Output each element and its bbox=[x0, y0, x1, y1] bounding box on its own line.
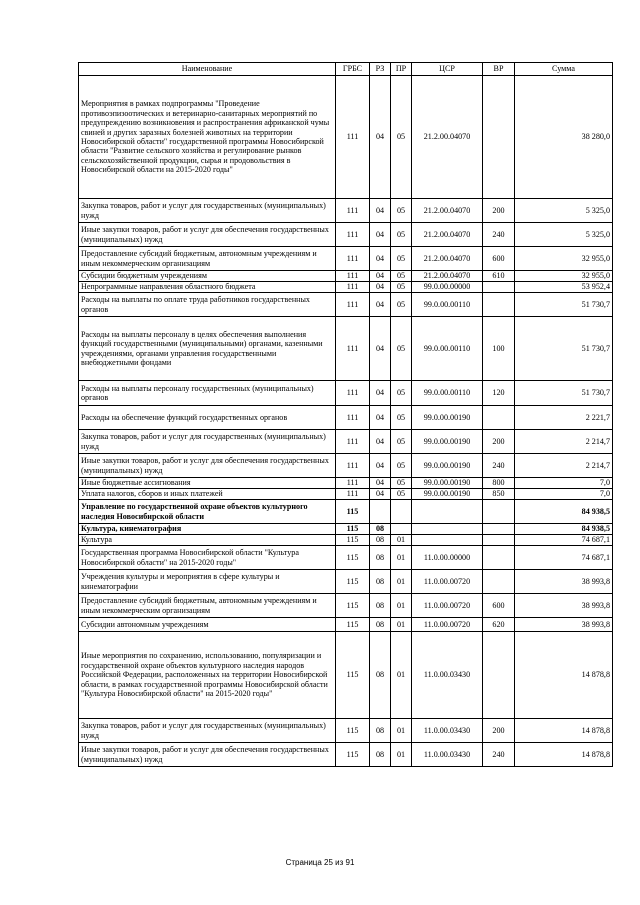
cell-name: Закупка товаров, работ и услуг для государственных (муниципальных) нужд bbox=[79, 430, 336, 454]
cell-grbs: 115 bbox=[336, 500, 370, 524]
cell-grbs: 111 bbox=[336, 247, 370, 271]
cell-rz: 08 bbox=[370, 743, 391, 767]
table-row bbox=[79, 293, 613, 317]
cell-grbs: 115 bbox=[336, 524, 370, 535]
cell-sum: 5 325,0 bbox=[515, 199, 613, 223]
cell-vr: 800 bbox=[483, 478, 515, 489]
cell-pr: 05 bbox=[391, 454, 412, 478]
cell-name: Управление по государственной охране объектов культурного наследия Новосибирской области bbox=[79, 500, 336, 524]
table-header-row bbox=[79, 63, 613, 76]
cell-grbs: 111 bbox=[336, 454, 370, 478]
cell-vr bbox=[483, 524, 515, 535]
cell-vr bbox=[483, 570, 515, 594]
cell-rz: 08 bbox=[370, 632, 391, 719]
cell-pr: 01 bbox=[391, 719, 412, 743]
cell-sum: 74 687,1 bbox=[515, 535, 613, 546]
table-row bbox=[79, 489, 613, 500]
cell-csr: 11.0.00.00720 bbox=[412, 618, 483, 632]
cell-pr: 05 bbox=[391, 247, 412, 271]
cell-grbs: 111 bbox=[336, 478, 370, 489]
cell-name: Культура bbox=[79, 535, 336, 546]
cell-vr: 600 bbox=[483, 594, 515, 618]
table-row bbox=[79, 524, 613, 535]
cell-pr: 01 bbox=[391, 743, 412, 767]
cell-vr: 240 bbox=[483, 454, 515, 478]
cell-vr: 200 bbox=[483, 430, 515, 454]
cell-sum: 51 730,7 bbox=[515, 293, 613, 317]
cell-rz: 08 bbox=[370, 524, 391, 535]
cell-pr bbox=[391, 500, 412, 524]
cell-sum: 38 280,0 bbox=[515, 76, 613, 199]
cell-name: Иные мероприятия по сохранению, использованию, популяризации и государственной охране объектов культурного наследия народов Российской Федерации, расположенных на территории Новосибирской области, в рамках государственной программы Новосибирской области "Культура Новосибирской области" на 2015-2020 годы" bbox=[79, 632, 336, 719]
cell-pr: 05 bbox=[391, 489, 412, 500]
header-vr: ВР bbox=[483, 63, 515, 76]
cell-csr: 11.0.00.03430 bbox=[412, 632, 483, 719]
cell-csr: 99.0.00.00000 bbox=[412, 282, 483, 293]
cell-sum: 14 878,8 bbox=[515, 632, 613, 719]
cell-sum: 38 993,8 bbox=[515, 618, 613, 632]
cell-grbs: 111 bbox=[336, 282, 370, 293]
cell-sum: 84 938,5 bbox=[515, 524, 613, 535]
cell-pr: 01 bbox=[391, 570, 412, 594]
table-row bbox=[79, 632, 613, 719]
table-row bbox=[79, 199, 613, 223]
cell-pr: 05 bbox=[391, 223, 412, 247]
cell-csr: 21.2.00.04070 bbox=[412, 199, 483, 223]
cell-grbs: 115 bbox=[336, 632, 370, 719]
cell-name: Субсидии автономным учреждениям bbox=[79, 618, 336, 632]
page-number: Страница 25 из 91 bbox=[285, 858, 355, 867]
cell-rz: 04 bbox=[370, 406, 391, 430]
cell-pr: 05 bbox=[391, 271, 412, 282]
cell-vr: 120 bbox=[483, 381, 515, 406]
cell-grbs: 115 bbox=[336, 743, 370, 767]
cell-pr: 05 bbox=[391, 381, 412, 406]
cell-rz: 04 bbox=[370, 454, 391, 478]
cell-sum: 53 952,4 bbox=[515, 282, 613, 293]
cell-sum: 14 878,8 bbox=[515, 743, 613, 767]
cell-grbs: 115 bbox=[336, 535, 370, 546]
cell-name: Уплата налогов, сборов и иных платежей bbox=[79, 489, 336, 500]
cell-grbs: 111 bbox=[336, 381, 370, 406]
cell-csr: 99.0.00.00190 bbox=[412, 489, 483, 500]
cell-grbs: 111 bbox=[336, 271, 370, 282]
cell-csr: 99.0.00.00190 bbox=[412, 454, 483, 478]
cell-vr bbox=[483, 406, 515, 430]
cell-name: Учреждения культуры и мероприятия в сфере культуры и кинематографии bbox=[79, 570, 336, 594]
cell-name: Расходы на выплаты персоналу государственных (муниципальных) органов bbox=[79, 381, 336, 406]
cell-csr: 11.0.00.00720 bbox=[412, 594, 483, 618]
cell-csr: 21.2.00.04070 bbox=[412, 271, 483, 282]
cell-csr: 11.0.00.03430 bbox=[412, 743, 483, 767]
cell-grbs: 115 bbox=[336, 618, 370, 632]
cell-name: Закупка товаров, работ и услуг для государственных (муниципальных) нужд bbox=[79, 719, 336, 743]
cell-pr: 05 bbox=[391, 293, 412, 317]
header-pr: ПР bbox=[391, 63, 412, 76]
cell-rz: 04 bbox=[370, 478, 391, 489]
cell-sum: 74 687,1 bbox=[515, 546, 613, 570]
cell-name: Расходы на выплаты персоналу в целях обеспечения выполнения функций государственными (муниципальными) органами, казенными учреждениями, органами управления государственными внебюджетными фондами bbox=[79, 317, 336, 381]
cell-vr: 100 bbox=[483, 317, 515, 381]
cell-name: Расходы на выплаты по оплате труда работников государственных органов bbox=[79, 293, 336, 317]
cell-sum: 7,0 bbox=[515, 478, 613, 489]
cell-rz: 04 bbox=[370, 430, 391, 454]
cell-sum: 32 955,0 bbox=[515, 271, 613, 282]
cell-grbs: 115 bbox=[336, 594, 370, 618]
table-row bbox=[79, 618, 613, 632]
header-grbs: ГРБС bbox=[336, 63, 370, 76]
header-name: Наименование bbox=[79, 63, 336, 76]
cell-name: Предоставление субсидий бюджетным, автономным учреждениям и иным некоммерческим организациям bbox=[79, 247, 336, 271]
cell-grbs: 111 bbox=[336, 406, 370, 430]
table-row bbox=[79, 719, 613, 743]
cell-rz: 04 bbox=[370, 489, 391, 500]
table-row bbox=[79, 570, 613, 594]
cell-sum: 2 214,7 bbox=[515, 454, 613, 478]
header-sum: Сумма bbox=[515, 63, 613, 76]
cell-name: Культура, кинематография bbox=[79, 524, 336, 535]
cell-rz: 04 bbox=[370, 247, 391, 271]
cell-pr: 05 bbox=[391, 282, 412, 293]
cell-vr: 620 bbox=[483, 618, 515, 632]
cell-name: Закупка товаров, работ и услуг для государственных (муниципальных) нужд bbox=[79, 199, 336, 223]
table-row bbox=[79, 381, 613, 406]
cell-vr bbox=[483, 632, 515, 719]
cell-vr bbox=[483, 282, 515, 293]
table-row bbox=[79, 535, 613, 546]
cell-rz: 04 bbox=[370, 271, 391, 282]
cell-grbs: 115 bbox=[336, 546, 370, 570]
cell-rz: 04 bbox=[370, 317, 391, 381]
header-rz: РЗ bbox=[370, 63, 391, 76]
cell-vr: 610 bbox=[483, 271, 515, 282]
cell-rz: 04 bbox=[370, 293, 391, 317]
cell-sum: 32 955,0 bbox=[515, 247, 613, 271]
cell-csr: 99.0.00.00190 bbox=[412, 430, 483, 454]
table-row bbox=[79, 76, 613, 199]
cell-name: Субсидии бюджетным учреждениям bbox=[79, 271, 336, 282]
cell-sum: 38 993,8 bbox=[515, 594, 613, 618]
table-row bbox=[79, 500, 613, 524]
cell-grbs: 111 bbox=[336, 76, 370, 199]
cell-rz: 04 bbox=[370, 76, 391, 199]
cell-vr: 600 bbox=[483, 247, 515, 271]
cell-pr bbox=[391, 524, 412, 535]
cell-vr bbox=[483, 546, 515, 570]
cell-vr: 240 bbox=[483, 223, 515, 247]
cell-grbs: 111 bbox=[336, 489, 370, 500]
cell-rz: 04 bbox=[370, 282, 391, 293]
cell-grbs: 111 bbox=[336, 317, 370, 381]
cell-vr: 200 bbox=[483, 719, 515, 743]
cell-rz: 04 bbox=[370, 199, 391, 223]
cell-pr: 05 bbox=[391, 478, 412, 489]
table-row bbox=[79, 546, 613, 570]
header-csr: ЦСР bbox=[412, 63, 483, 76]
cell-rz: 08 bbox=[370, 546, 391, 570]
cell-csr: 21.2.00.04070 bbox=[412, 247, 483, 271]
cell-csr: 99.0.00.00190 bbox=[412, 406, 483, 430]
cell-vr bbox=[483, 76, 515, 199]
budget-table bbox=[78, 62, 613, 767]
cell-name: Иные бюджетные ассигнования bbox=[79, 478, 336, 489]
cell-csr: 11.0.00.03430 bbox=[412, 719, 483, 743]
cell-pr: 01 bbox=[391, 594, 412, 618]
table-row bbox=[79, 430, 613, 454]
table-row bbox=[79, 406, 613, 430]
table-body bbox=[79, 76, 613, 767]
cell-pr: 05 bbox=[391, 317, 412, 381]
cell-csr: 21.2.00.04070 bbox=[412, 76, 483, 199]
cell-csr bbox=[412, 535, 483, 546]
cell-vr: 200 bbox=[483, 199, 515, 223]
cell-sum: 51 730,7 bbox=[515, 317, 613, 381]
cell-vr: 850 bbox=[483, 489, 515, 500]
table-row bbox=[79, 594, 613, 618]
cell-rz: 04 bbox=[370, 381, 391, 406]
cell-csr: 99.0.00.00110 bbox=[412, 317, 483, 381]
cell-csr: 11.0.00.00000 bbox=[412, 546, 483, 570]
cell-csr: 99.0.00.00110 bbox=[412, 381, 483, 406]
cell-rz: 08 bbox=[370, 535, 391, 546]
cell-csr: 99.0.00.00110 bbox=[412, 293, 483, 317]
cell-rz bbox=[370, 500, 391, 524]
cell-csr: 11.0.00.00720 bbox=[412, 570, 483, 594]
cell-rz: 08 bbox=[370, 618, 391, 632]
cell-grbs: 111 bbox=[336, 223, 370, 247]
table-row bbox=[79, 223, 613, 247]
cell-grbs: 111 bbox=[336, 293, 370, 317]
cell-vr: 240 bbox=[483, 743, 515, 767]
cell-csr bbox=[412, 524, 483, 535]
table-row bbox=[79, 317, 613, 381]
cell-name: Непрограммные направления областного бюджета bbox=[79, 282, 336, 293]
cell-sum: 7,0 bbox=[515, 489, 613, 500]
cell-name: Иные закупки товаров, работ и услуг для обеспечения государственных (муниципальных) нужд bbox=[79, 223, 336, 247]
cell-pr: 05 bbox=[391, 430, 412, 454]
table-row bbox=[79, 271, 613, 282]
cell-csr: 21.2.00.04070 bbox=[412, 223, 483, 247]
cell-csr: 99.0.00.00190 bbox=[412, 478, 483, 489]
table-row bbox=[79, 478, 613, 489]
cell-pr: 01 bbox=[391, 546, 412, 570]
cell-rz: 08 bbox=[370, 570, 391, 594]
cell-grbs: 115 bbox=[336, 570, 370, 594]
cell-vr bbox=[483, 500, 515, 524]
cell-pr: 01 bbox=[391, 535, 412, 546]
table-row bbox=[79, 454, 613, 478]
cell-rz: 08 bbox=[370, 594, 391, 618]
cell-pr: 05 bbox=[391, 199, 412, 223]
cell-name: Иные закупки товаров, работ и услуг для обеспечения государственных (муниципальных) нужд bbox=[79, 454, 336, 478]
cell-pr: 01 bbox=[391, 618, 412, 632]
cell-sum: 38 993,8 bbox=[515, 570, 613, 594]
cell-grbs: 111 bbox=[336, 430, 370, 454]
cell-rz: 08 bbox=[370, 719, 391, 743]
cell-name: Расходы на обеспечение функций государственных органов bbox=[79, 406, 336, 430]
cell-pr: 05 bbox=[391, 406, 412, 430]
cell-vr bbox=[483, 535, 515, 546]
table-row bbox=[79, 282, 613, 293]
cell-name: Предоставление субсидий бюджетным, автономным учреждениям и иным некоммерческим организациям bbox=[79, 594, 336, 618]
cell-sum: 2 214,7 bbox=[515, 430, 613, 454]
cell-sum: 84 938,5 bbox=[515, 500, 613, 524]
cell-sum: 2 221,7 bbox=[515, 406, 613, 430]
cell-sum: 5 325,0 bbox=[515, 223, 613, 247]
cell-rz: 04 bbox=[370, 223, 391, 247]
cell-sum: 14 878,8 bbox=[515, 719, 613, 743]
cell-pr: 01 bbox=[391, 632, 412, 719]
cell-vr bbox=[483, 293, 515, 317]
cell-grbs: 111 bbox=[336, 199, 370, 223]
cell-grbs: 115 bbox=[336, 719, 370, 743]
cell-name: Мероприятия в рамках подпрограммы "Проведение противоэпизоотических и ветеринарно-санитарных мероприятий по предупреждению возникновения и распространения африканской чумы свиней и других заразных болезней животных на территории Новосибирской области" государственной программы Новосибирской области "Развитие сельского хозяйства и регулирование рынков сельскохозяйственной продукции, сырья и продовольствия в Новосибирской области на 2015-2020 годы" bbox=[79, 76, 336, 199]
cell-name: Иные закупки товаров, работ и услуг для обеспечения государственных (муниципальных) нужд bbox=[79, 743, 336, 767]
cell-csr bbox=[412, 500, 483, 524]
cell-name: Государственная программа Новосибирской области "Культура Новосибирской области" на 2015-2020 годы" bbox=[79, 546, 336, 570]
cell-pr: 05 bbox=[391, 76, 412, 199]
table-row bbox=[79, 247, 613, 271]
table-row bbox=[79, 743, 613, 767]
cell-sum: 51 730,7 bbox=[515, 381, 613, 406]
